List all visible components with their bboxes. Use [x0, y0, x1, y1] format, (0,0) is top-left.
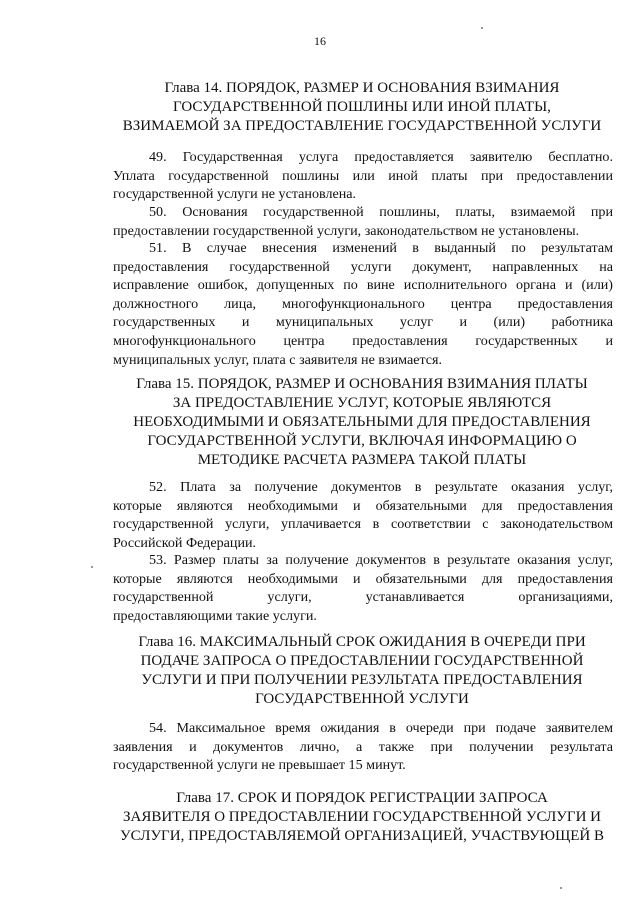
paragraph-line: 51. В случае внесения изменений в выданный по результатам	[149, 240, 613, 256]
paragraph-line: должностного лица, многофункционального центра предоставления	[113, 295, 613, 312]
heading-line: ГОСУДАРСТВЕННОЙ УСЛУГИ, ВКЛЮЧАЯ ИНФОРМАЦИЮ О	[147, 433, 577, 449]
page-number: 16	[314, 34, 326, 48]
heading-line: Глава 17. СРОК И ПОРЯДОК РЕГИСТРАЦИИ ЗАПРОСА	[176, 790, 548, 806]
paragraph-line: 49. Государственная услуга предоставляется заявителю бесплатно.	[149, 149, 613, 165]
heading-line: ПОДАЧЕ ЗАПРОСА О ПРЕДОСТАВЛЕНИИ ГОСУДАРСТВЕННОЙ	[140, 653, 584, 669]
chapter-17-heading	[112, 789, 612, 846]
scan-speck	[481, 27, 483, 29]
chapter-14-heading	[112, 79, 612, 136]
paragraph-line: Российской Федерации.	[113, 534, 257, 551]
chapter-16-heading	[112, 633, 612, 709]
paragraph-line: многофункционального центра предоставления государственных и	[113, 332, 613, 349]
paragraph-line: предоставления государственной услуги документ, направленных на	[113, 258, 613, 275]
heading-line: Глава 15. ПОРЯДОК, РАЗМЕР И ОСНОВАНИЯ ВЗИМАНИЯ ПЛАТЫ	[136, 376, 588, 392]
heading-line: УСЛУГИ И ПРИ ПОЛУЧЕНИИ РЕЗУЛЬТАТА ПРЕДОСТАВЛЕНИЯ	[141, 672, 583, 688]
paragraph-49	[113, 148, 613, 204]
paragraph-50	[113, 203, 613, 240]
paragraph-line: муниципальных услуг, плата с заявителя не взимается.	[113, 351, 443, 368]
paragraph-54	[113, 719, 613, 775]
scan-speck	[560, 887, 562, 889]
paragraph-line: государственной услуги не установлена.	[113, 186, 357, 203]
paragraph-line: Уплата государственной пошлины или иной платы при предоставлении	[113, 167, 613, 184]
heading-line: ГОСУДАРСТВЕННОЙ УСЛУГИ	[255, 691, 469, 707]
paragraph-line: государственных и муниципальных услуг и (или) работника	[113, 314, 613, 331]
paragraph-line: государственной услуги, уплачивается в соответствии с законодательством	[113, 516, 613, 533]
paragraph-53	[113, 551, 613, 625]
paragraph-line: которые являются необходимыми и обязательными для предоставления	[113, 570, 613, 587]
heading-line: ГОСУДАРСТВЕННОЙ ПОШЛИНЫ ИЛИ ИНОЙ ПЛАТЫ,	[173, 99, 551, 115]
paragraph-line: 54. Максимальное время ожидания в очереди при подаче заявителем	[149, 720, 613, 736]
paragraph-line: предоставлении государственной услуги, законодательством не установлены.	[113, 222, 580, 239]
paragraph-line: 50. Основания государственной пошлины, платы, взимаемой при	[149, 204, 613, 220]
heading-line: Глава 16. МАКСИМАЛЬНЫЙ СРОК ОЖИДАНИЯ В ОЧЕРЕДИ ПРИ	[138, 634, 586, 650]
scan-speck	[91, 566, 93, 568]
heading-line: НЕОБХОДИМЫМИ И ОБЯЗАТЕЛЬНЫМИ ДЛЯ ПРЕДОСТАВЛЕНИЯ	[133, 414, 591, 430]
heading-line: ЗА ПРЕДОСТАВЛЕНИЕ УСЛУГ, КОТОРЫЕ ЯВЛЯЮТСЯ	[172, 395, 552, 411]
paragraph-line: исправление ошибок, допущенных по вине исполнительного органа и (или)	[113, 277, 613, 294]
heading-line: УСЛУГИ, ПРЕДОСТАВЛЯЕМОЙ ОРГАНИЗАЦИЕЙ, УЧАСТВУЮЩЕЙ В	[120, 828, 604, 844]
heading-line: МЕТОДИКЕ РАСЧЕТА РАЗМЕРА ТАКОЙ ПЛАТЫ	[197, 452, 527, 468]
paragraph-line: 53. Размер платы за получение документов в результате оказания услуг,	[149, 552, 613, 568]
heading-line: ВЗИМАЕМОЙ ЗА ПРЕДОСТАВЛЕНИЕ ГОСУДАРСТВЕННОЙ УСЛУГИ	[122, 118, 602, 134]
heading-line: ЗАЯВИТЕЛЯ О ПРЕДОСТАВЛЕНИИ ГОСУДАРСТВЕННОЙ УСЛУГИ И	[122, 809, 602, 825]
paragraph-52	[113, 478, 613, 552]
paragraph-line: государственной услуги, устанавливается организациями,	[113, 589, 613, 606]
paragraph-line: предоставляющими такие услуги.	[113, 607, 317, 624]
chapter-15-heading	[112, 375, 612, 470]
paragraph-line: государственной услуги не превышает 15 минут.	[113, 757, 406, 774]
paragraph-line: 52. Плата за получение документов в результате оказания услуг,	[149, 479, 613, 495]
paragraph-line: которые являются необходимыми и обязательными для предоставления	[113, 497, 613, 514]
heading-line: Глава 14. ПОРЯДОК, РАЗМЕР И ОСНОВАНИЯ ВЗИМАНИЯ	[164, 80, 560, 96]
paragraph-line: заявления и документов лично, а также при получении результата	[113, 738, 613, 755]
paragraph-51	[113, 239, 613, 369]
